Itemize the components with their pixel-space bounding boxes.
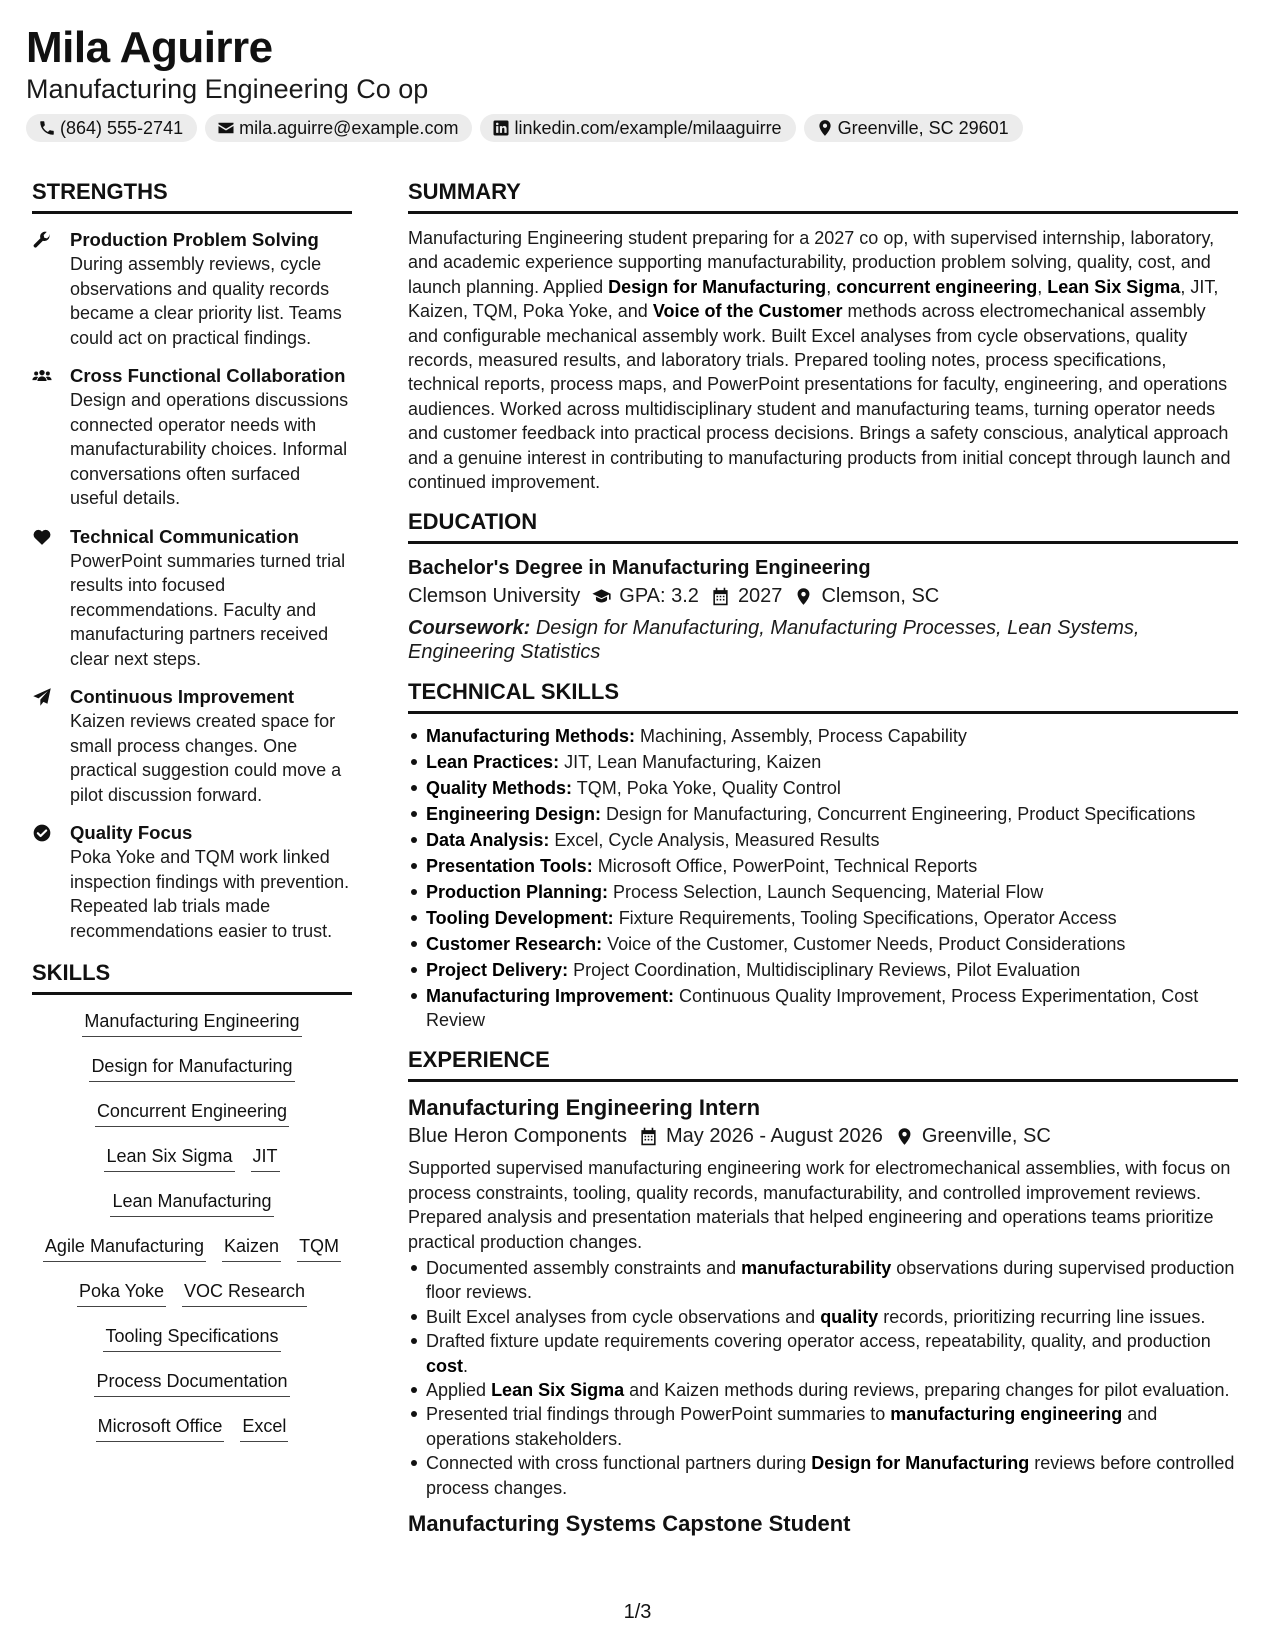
skills-heading: SKILLS: [32, 959, 352, 995]
job-summary: Supported supervised manufacturing engineering work for electromechanical assemblies, with focus on process constraints, tooling, quality records, manufacturability, and controlled improvement reviews. Prepared analysis and presentation materials that helped engineering and operations teams prioritize practical production changes.: [408, 1158, 1231, 1252]
strength-title: Production Problem Solving: [70, 229, 319, 250]
phone-icon: [38, 119, 56, 137]
graduation-cap-icon: [592, 587, 611, 606]
phone-chip[interactable]: [26, 114, 197, 142]
technical-skills-list: [408, 724, 1238, 1032]
candidate-name: Mila Aguirre: [26, 23, 273, 72]
list-item: Documented assembly constraints and manufacturability observations during supervised production floor reviews.: [408, 1256, 1238, 1305]
contact-row: [26, 114, 1023, 142]
skill-tag: Agile Manufacturing: [43, 1234, 206, 1262]
skill-tag: Poka Yoke: [77, 1279, 166, 1307]
page-number: 1/3: [623, 1601, 652, 1623]
skill-tag: Lean Six Sigma: [104, 1144, 234, 1172]
experience-heading: EXPERIENCE: [408, 1046, 1238, 1082]
strength-item: [32, 228, 352, 350]
right-column: [408, 178, 1238, 1538]
job-title: Manufacturing Engineering Intern: [408, 1095, 761, 1121]
wrench-icon: [32, 230, 52, 250]
technical-skills-heading: TECHNICAL SKILLS: [408, 678, 1238, 714]
degree-title: Bachelor's Degree in Manufacturing Engineering: [408, 557, 871, 580]
map-pin-icon: [794, 587, 813, 606]
job-bullets: [408, 1256, 1238, 1500]
list-item: Applied Lean Six Sigma and Kaizen methods during reviews, preparing changes for pilot evaluation.: [408, 1378, 1238, 1402]
linkedin-text: linkedin.com/example/milaaguirre: [514, 117, 782, 138]
job-title: Manufacturing Systems Capstone Student: [408, 1511, 851, 1537]
skill-tag: Process Documentation: [94, 1369, 289, 1397]
list-item: Production Planning: Process Selection, Launch Sequencing, Material Flow: [408, 880, 1238, 904]
skill-tag: Tooling Specifications: [103, 1324, 280, 1352]
skill-tag: Concurrent Engineering: [95, 1099, 289, 1127]
linkedin-icon: [492, 119, 510, 137]
experience-section: [408, 1046, 1238, 1538]
strength-description: PowerPoint summaries turned trial results into focused recommendations. Faculty and manufacturing partners received clear next steps.: [70, 550, 346, 669]
education-section: [408, 508, 1238, 664]
skill-tag: Microsoft Office: [96, 1414, 225, 1442]
location-text: Greenville, SC 29601: [837, 117, 1009, 138]
list-item: Built Excel analyses from cycle observations and quality records, prioritizing recurring line issues.: [408, 1305, 1238, 1329]
strength-description: During assembly reviews, cycle observations and quality records became a clear priority list. Teams could act on practical findings.: [70, 254, 342, 348]
envelope-icon: [217, 119, 235, 137]
school-name: Clemson University: [408, 585, 581, 608]
list-item: Engineering Design: Design for Manufacturing, Concurrent Engineering, Product Specifications: [408, 802, 1238, 826]
strength-title: Continuous Improvement: [70, 686, 295, 707]
check-circle-icon: [32, 823, 52, 843]
phone-text: (864) 555-2741: [60, 117, 184, 138]
strength-description: Kaizen reviews created space for small process changes. One practical suggestion could move a pilot discussion forward.: [70, 711, 342, 805]
paper-plane-icon: [32, 687, 52, 707]
skill-tag: JIT: [251, 1144, 280, 1172]
strength-item: [32, 685, 352, 807]
list-item: Presentation Tools: Microsoft Office, PowerPoint, Technical Reports: [408, 854, 1238, 878]
list-item: Customer Research: Voice of the Customer, Customer Needs, Product Considerations: [408, 932, 1238, 956]
map-pin-icon: [895, 1127, 914, 1146]
list-item: Lean Practices: JIT, Lean Manufacturing, Kaizen: [408, 750, 1238, 774]
list-item: Data Analysis: Excel, Cycle Analysis, Measured Results: [408, 828, 1238, 852]
map-pin-icon: [816, 119, 834, 137]
skill-tag: TQM: [297, 1234, 341, 1262]
strength-description: Poka Yoke and TQM work linked inspection findings with prevention. Repeated lab trials made recommendations easier to trust.: [70, 847, 350, 941]
company-name: Blue Heron Components: [408, 1125, 628, 1148]
location-chip[interactable]: [804, 114, 1023, 142]
email-chip[interactable]: [205, 114, 472, 142]
strength-title: Technical Communication: [70, 525, 299, 547]
graduation-year: 2027: [737, 585, 783, 608]
list-item: Presented trial findings through PowerPoint summaries to manufacturing engineering and operations stakeholders.: [408, 1402, 1238, 1451]
skill-tag: Design for Manufacturing: [89, 1054, 294, 1082]
job-dates: May 2026 - August 2026: [666, 1125, 883, 1148]
linkedin-chip[interactable]: [480, 114, 795, 142]
list-item: Project Delivery: Project Coordination, Multidisciplinary Reviews, Pilot Evaluation: [408, 958, 1238, 982]
list-item: Drafted fixture update requirements covering operator access, repeatability, quality, and production cost.: [408, 1329, 1238, 1378]
candidate-title: Manufacturing Engineering Co op: [26, 74, 429, 104]
job-location: Greenville, SC: [921, 1125, 1051, 1148]
education-heading: EDUCATION: [408, 508, 1238, 544]
list-item: Manufacturing Improvement: Continuous Quality Improvement, Process Experimentation, Cost Review: [408, 984, 1238, 1033]
list-item: Manufacturing Methods: Machining, Assembly, Process Capability: [408, 724, 1238, 748]
strengths-heading: STRENGTHS: [32, 178, 352, 214]
users-icon: [32, 366, 52, 386]
email-text: mila.aguirre@example.com: [239, 117, 459, 138]
gpa-text: GPA: 3.2: [619, 585, 699, 608]
heart-icon: [32, 527, 52, 547]
coursework: Coursework: Design for Manufacturing, Manufacturing Processes, Lean Systems, Engineering Statistics: [408, 617, 1140, 664]
strength-title: Cross Functional Collaboration: [70, 365, 346, 386]
strengths-list: [32, 228, 352, 943]
strength-item: [32, 364, 352, 511]
strength-item: [32, 821, 352, 943]
skill-tag: Kaizen: [222, 1234, 281, 1262]
skill-tag: VOC Research: [182, 1279, 307, 1307]
skills-tag-list: [32, 1009, 352, 1459]
summary-text: Manufacturing Engineering student preparing for a 2027 co op, with supervised internship, laboratory, and academic experience supporting manufacturability, production problem solving, quality, cost, and launch planning. Applied Design for Manufacturing, concurrent engineering, Lean Six Sigma, JIT, Kaizen, TQM, Poka Yoke, and Voice of the Customer methods across electromechanical assembly and configurable mechanical assembly work. Built Excel analyses from cycle observations, quality records, measured results, and laboratory trials. Prepared tooling notes, process specifications, technical reports, process maps, and PowerPoint presentations for faculty, engineering, and operations audiences. Worked across multidisciplinary student and manufacturing teams, turning operator needs and customer feedback into practical process decisions. Brings a safety conscious, analytical approach and a genuine interest in contributing to manufacturing products from initial concept through launch and continued improvement.: [408, 228, 1231, 493]
technical-skills-section: [408, 678, 1238, 1032]
skill-tag: Manufacturing Engineering: [82, 1009, 301, 1037]
strength-title: Quality Focus: [70, 822, 193, 843]
job-meta: [408, 1122, 1238, 1150]
calendar-icon: [639, 1127, 658, 1146]
school-location: Clemson, SC: [821, 585, 940, 608]
summary-heading: SUMMARY: [408, 178, 1238, 214]
skill-tag: Excel: [240, 1414, 288, 1442]
left-column: [32, 178, 352, 1459]
education-meta: [408, 582, 1238, 610]
list-item: Quality Methods: TQM, Poka Yoke, Quality Control: [408, 776, 1238, 800]
skill-tag: Lean Manufacturing: [110, 1189, 273, 1217]
strength-item: [32, 525, 352, 672]
strength-description: Design and operations discussions connected operator needs with manufacturability choices. Informal conversations often surfaced useful details.: [70, 390, 349, 508]
list-item: Connected with cross functional partners during Design for Manufacturing reviews before controlled process changes.: [408, 1451, 1238, 1500]
calendar-icon: [711, 587, 730, 606]
list-item: Tooling Development: Fixture Requirements, Tooling Specifications, Operator Access: [408, 906, 1238, 930]
